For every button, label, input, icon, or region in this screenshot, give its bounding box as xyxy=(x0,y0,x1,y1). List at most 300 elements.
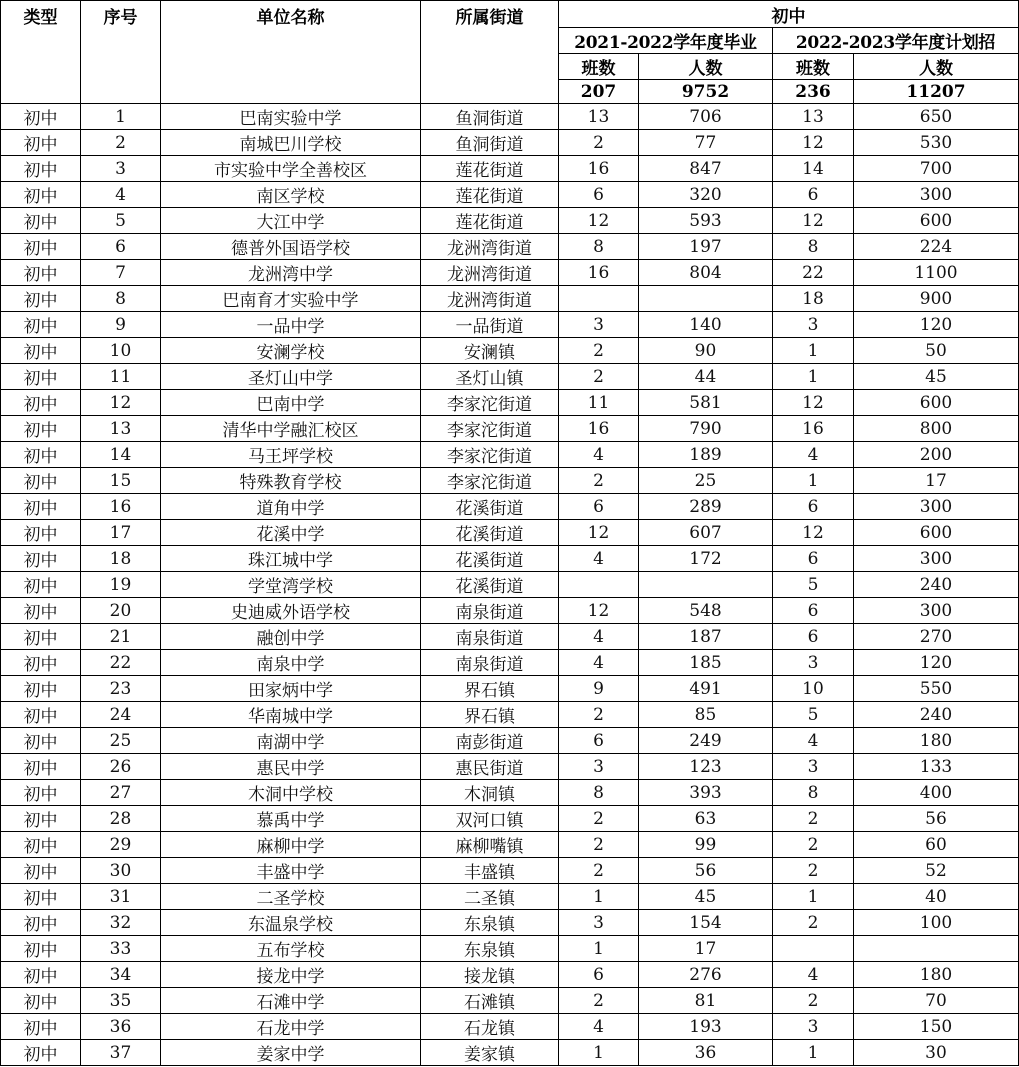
cell-plan-classes: 1 xyxy=(773,884,854,910)
cell-plan-people: 150 xyxy=(854,1014,1019,1040)
cell-grad-classes: 4 xyxy=(559,442,639,468)
cell-grad-people: 581 xyxy=(639,390,773,416)
cell-grad-people: 289 xyxy=(639,494,773,520)
cell-grad-classes: 1 xyxy=(559,936,639,962)
cell-type: 初中 xyxy=(1,598,81,624)
cell-plan-classes: 6 xyxy=(773,182,854,208)
table-row xyxy=(1,1040,1019,1066)
cell-seq: 5 xyxy=(81,208,161,234)
cell-type: 初中 xyxy=(1,182,81,208)
cell-grad-classes: 4 xyxy=(559,624,639,650)
cell-plan-classes: 13 xyxy=(773,104,854,130)
cell-seq: 21 xyxy=(81,624,161,650)
table-row xyxy=(1,182,1019,208)
cell-seq: 13 xyxy=(81,416,161,442)
cell-seq: 27 xyxy=(81,780,161,806)
cell-type: 初中 xyxy=(1,780,81,806)
table-body xyxy=(1,104,1019,1066)
table-row xyxy=(1,494,1019,520)
cell-plan-classes: 6 xyxy=(773,494,854,520)
cell-street: 石龙镇 xyxy=(421,1014,559,1040)
cell-unit-name: 巴南实验中学 xyxy=(161,104,421,130)
cell-plan-classes: 6 xyxy=(773,624,854,650)
cell-seq: 29 xyxy=(81,832,161,858)
cell-grad-people: 185 xyxy=(639,650,773,676)
cell-grad-classes: 4 xyxy=(559,650,639,676)
cell-grad-classes: 2 xyxy=(559,338,639,364)
cell-type: 初中 xyxy=(1,962,81,988)
cell-street: 界石镇 xyxy=(421,676,559,702)
table-row xyxy=(1,962,1019,988)
cell-grad-classes: 6 xyxy=(559,962,639,988)
cell-type: 初中 xyxy=(1,624,81,650)
cell-plan-people: 50 xyxy=(854,338,1019,364)
table-row xyxy=(1,338,1019,364)
cell-street: 界石镇 xyxy=(421,702,559,728)
cell-type: 初中 xyxy=(1,468,81,494)
cell-street: 东泉镇 xyxy=(421,910,559,936)
header-seq: 序号 xyxy=(81,1,161,104)
cell-plan-classes: 12 xyxy=(773,208,854,234)
cell-plan-classes: 2 xyxy=(773,910,854,936)
cell-street: 鱼洞街道 xyxy=(421,130,559,156)
cell-grad-people: 790 xyxy=(639,416,773,442)
cell-type: 初中 xyxy=(1,130,81,156)
cell-grad-classes: 2 xyxy=(559,702,639,728)
cell-grad-classes: 9 xyxy=(559,676,639,702)
cell-street: 花溪街道 xyxy=(421,520,559,546)
cell-street: 龙洲湾街道 xyxy=(421,260,559,286)
cell-seq: 19 xyxy=(81,572,161,598)
cell-plan-people: 300 xyxy=(854,598,1019,624)
cell-type: 初中 xyxy=(1,364,81,390)
cell-grad-classes: 12 xyxy=(559,208,639,234)
header-period-2022: 2022-2023学年度计划招 xyxy=(773,28,1019,54)
cell-seq: 30 xyxy=(81,858,161,884)
cell-plan-classes: 5 xyxy=(773,572,854,598)
cell-plan-classes: 1 xyxy=(773,468,854,494)
cell-grad-people: 77 xyxy=(639,130,773,156)
table-row xyxy=(1,312,1019,338)
cell-unit-name: 慕禹中学 xyxy=(161,806,421,832)
cell-type: 初中 xyxy=(1,988,81,1014)
cell-grad-classes: 2 xyxy=(559,468,639,494)
table-row xyxy=(1,416,1019,442)
total-plan-classes: 236 xyxy=(773,80,854,104)
cell-type: 初中 xyxy=(1,416,81,442)
cell-plan-classes: 2 xyxy=(773,806,854,832)
cell-plan-people: 530 xyxy=(854,130,1019,156)
cell-street: 莲花街道 xyxy=(421,156,559,182)
cell-grad-classes: 3 xyxy=(559,910,639,936)
cell-plan-classes: 1 xyxy=(773,338,854,364)
table-header xyxy=(1,1,1019,104)
cell-seq: 1 xyxy=(81,104,161,130)
cell-plan-classes: 3 xyxy=(773,650,854,676)
cell-type: 初中 xyxy=(1,1040,81,1066)
cell-seq: 26 xyxy=(81,754,161,780)
cell-seq: 34 xyxy=(81,962,161,988)
cell-grad-classes: 16 xyxy=(559,260,639,286)
cell-seq: 12 xyxy=(81,390,161,416)
cell-unit-name: 巴南中学 xyxy=(161,390,421,416)
cell-grad-people: 197 xyxy=(639,234,773,260)
cell-seq: 23 xyxy=(81,676,161,702)
cell-unit-name: 木洞中学校 xyxy=(161,780,421,806)
header-grad-classes: 班数 xyxy=(559,54,639,80)
cell-plan-people: 400 xyxy=(854,780,1019,806)
cell-plan-classes: 1 xyxy=(773,364,854,390)
cell-plan-classes: 14 xyxy=(773,156,854,182)
cell-grad-people: 393 xyxy=(639,780,773,806)
cell-plan-people: 17 xyxy=(854,468,1019,494)
cell-type: 初中 xyxy=(1,442,81,468)
table-row xyxy=(1,546,1019,572)
cell-unit-name: 姜家中学 xyxy=(161,1040,421,1066)
cell-grad-people: 85 xyxy=(639,702,773,728)
cell-seq: 25 xyxy=(81,728,161,754)
cell-street: 李家沱街道 xyxy=(421,442,559,468)
cell-grad-classes: 4 xyxy=(559,1014,639,1040)
cell-plan-people: 200 xyxy=(854,442,1019,468)
cell-plan-people xyxy=(854,936,1019,962)
cell-unit-name: 南区学校 xyxy=(161,182,421,208)
cell-grad-classes: 3 xyxy=(559,312,639,338)
cell-plan-classes: 4 xyxy=(773,442,854,468)
cell-grad-classes: 1 xyxy=(559,884,639,910)
cell-grad-classes: 3 xyxy=(559,754,639,780)
cell-grad-classes: 8 xyxy=(559,780,639,806)
cell-grad-people xyxy=(639,572,773,598)
cell-seq: 31 xyxy=(81,884,161,910)
cell-type: 初中 xyxy=(1,520,81,546)
cell-grad-people: 276 xyxy=(639,962,773,988)
cell-street: 接龙镇 xyxy=(421,962,559,988)
cell-street: 李家沱街道 xyxy=(421,390,559,416)
cell-plan-people: 240 xyxy=(854,702,1019,728)
cell-plan-people: 60 xyxy=(854,832,1019,858)
cell-plan-people: 100 xyxy=(854,910,1019,936)
cell-grad-people: 320 xyxy=(639,182,773,208)
cell-plan-classes: 2 xyxy=(773,988,854,1014)
cell-plan-people: 600 xyxy=(854,520,1019,546)
table-row xyxy=(1,858,1019,884)
cell-plan-people: 300 xyxy=(854,182,1019,208)
cell-type: 初中 xyxy=(1,702,81,728)
cell-street: 丰盛镇 xyxy=(421,858,559,884)
cell-seq: 36 xyxy=(81,1014,161,1040)
cell-seq: 17 xyxy=(81,520,161,546)
table-row xyxy=(1,520,1019,546)
cell-grad-people: 593 xyxy=(639,208,773,234)
cell-street: 南泉街道 xyxy=(421,650,559,676)
cell-street: 安澜镇 xyxy=(421,338,559,364)
cell-seq: 22 xyxy=(81,650,161,676)
cell-unit-name: 接龙中学 xyxy=(161,962,421,988)
table-row xyxy=(1,988,1019,1014)
cell-grad-classes: 12 xyxy=(559,598,639,624)
table-row xyxy=(1,936,1019,962)
cell-unit-name: 史迪威外语学校 xyxy=(161,598,421,624)
table-row xyxy=(1,260,1019,286)
cell-unit-name: 南城巴川学校 xyxy=(161,130,421,156)
cell-street: 李家沱街道 xyxy=(421,416,559,442)
cell-street: 鱼洞街道 xyxy=(421,104,559,130)
cell-seq: 37 xyxy=(81,1040,161,1066)
cell-type: 初中 xyxy=(1,728,81,754)
cell-unit-name: 田家炳中学 xyxy=(161,676,421,702)
cell-unit-name: 二圣学校 xyxy=(161,884,421,910)
cell-plan-classes: 1 xyxy=(773,1040,854,1066)
cell-grad-people: 154 xyxy=(639,910,773,936)
cell-plan-classes: 2 xyxy=(773,832,854,858)
cell-seq: 6 xyxy=(81,234,161,260)
cell-seq: 11 xyxy=(81,364,161,390)
cell-seq: 9 xyxy=(81,312,161,338)
cell-unit-name: 惠民中学 xyxy=(161,754,421,780)
table-row xyxy=(1,754,1019,780)
cell-plan-classes: 12 xyxy=(773,130,854,156)
cell-plan-people: 180 xyxy=(854,728,1019,754)
cell-type: 初中 xyxy=(1,312,81,338)
cell-grad-people: 249 xyxy=(639,728,773,754)
table-row xyxy=(1,156,1019,182)
cell-grad-people xyxy=(639,286,773,312)
cell-plan-people: 30 xyxy=(854,1040,1019,1066)
table-row xyxy=(1,624,1019,650)
cell-type: 初中 xyxy=(1,104,81,130)
cell-grad-people: 99 xyxy=(639,832,773,858)
cell-unit-name: 圣灯山中学 xyxy=(161,364,421,390)
cell-grad-people: 193 xyxy=(639,1014,773,1040)
cell-grad-people: 491 xyxy=(639,676,773,702)
cell-grad-classes: 16 xyxy=(559,416,639,442)
cell-grad-people: 847 xyxy=(639,156,773,182)
table-row xyxy=(1,572,1019,598)
cell-grad-classes xyxy=(559,286,639,312)
cell-seq: 24 xyxy=(81,702,161,728)
cell-grad-people: 140 xyxy=(639,312,773,338)
cell-plan-people: 300 xyxy=(854,546,1019,572)
cell-seq: 16 xyxy=(81,494,161,520)
table-row xyxy=(1,598,1019,624)
header-period-2021: 2021-2022学年度毕业 xyxy=(559,28,773,54)
header-type: 类型 xyxy=(1,1,81,104)
cell-unit-name: 特殊教育学校 xyxy=(161,468,421,494)
cell-plan-people: 40 xyxy=(854,884,1019,910)
cell-plan-people: 224 xyxy=(854,234,1019,260)
total-plan-people: 11207 xyxy=(854,80,1019,104)
header-grad-people: 人数 xyxy=(639,54,773,80)
cell-plan-people: 300 xyxy=(854,494,1019,520)
cell-grad-classes xyxy=(559,572,639,598)
cell-unit-name: 龙洲湾中学 xyxy=(161,260,421,286)
table-row xyxy=(1,1014,1019,1040)
table-row xyxy=(1,364,1019,390)
cell-type: 初中 xyxy=(1,208,81,234)
header-plan-classes: 班数 xyxy=(773,54,854,80)
cell-street: 李家沱街道 xyxy=(421,468,559,494)
cell-plan-classes: 8 xyxy=(773,780,854,806)
cell-grad-classes: 12 xyxy=(559,520,639,546)
table-row xyxy=(1,234,1019,260)
cell-plan-classes: 3 xyxy=(773,312,854,338)
table-row xyxy=(1,130,1019,156)
cell-grad-classes: 16 xyxy=(559,156,639,182)
table-row xyxy=(1,104,1019,130)
cell-street: 惠民街道 xyxy=(421,754,559,780)
cell-street: 一品街道 xyxy=(421,312,559,338)
total-grad-people: 9752 xyxy=(639,80,773,104)
cell-plan-classes: 12 xyxy=(773,520,854,546)
table-row xyxy=(1,832,1019,858)
cell-type: 初中 xyxy=(1,1014,81,1040)
cell-unit-name: 丰盛中学 xyxy=(161,858,421,884)
cell-grad-people: 187 xyxy=(639,624,773,650)
cell-plan-people: 650 xyxy=(854,104,1019,130)
cell-plan-classes: 2 xyxy=(773,858,854,884)
cell-unit-name: 清华中学融汇校区 xyxy=(161,416,421,442)
cell-street: 南彭街道 xyxy=(421,728,559,754)
cell-unit-name: 麻柳中学 xyxy=(161,832,421,858)
cell-seq: 4 xyxy=(81,182,161,208)
cell-grad-classes: 2 xyxy=(559,130,639,156)
cell-unit-name: 学堂湾学校 xyxy=(161,572,421,598)
cell-unit-name: 德普外国语学校 xyxy=(161,234,421,260)
cell-seq: 32 xyxy=(81,910,161,936)
cell-plan-classes: 22 xyxy=(773,260,854,286)
cell-seq: 35 xyxy=(81,988,161,1014)
cell-plan-people: 52 xyxy=(854,858,1019,884)
cell-plan-people: 800 xyxy=(854,416,1019,442)
cell-plan-classes xyxy=(773,936,854,962)
cell-plan-people: 56 xyxy=(854,806,1019,832)
cell-grad-people: 706 xyxy=(639,104,773,130)
table-row xyxy=(1,468,1019,494)
table-row xyxy=(1,390,1019,416)
cell-street: 麻柳嘴镇 xyxy=(421,832,559,858)
cell-type: 初中 xyxy=(1,910,81,936)
cell-plan-classes: 6 xyxy=(773,546,854,572)
header-unit-name: 单位名称 xyxy=(161,1,421,104)
cell-grad-classes: 2 xyxy=(559,832,639,858)
cell-type: 初中 xyxy=(1,650,81,676)
cell-unit-name: 巴南育才实验中学 xyxy=(161,286,421,312)
cell-seq: 3 xyxy=(81,156,161,182)
cell-street: 圣灯山镇 xyxy=(421,364,559,390)
cell-plan-people: 45 xyxy=(854,364,1019,390)
cell-unit-name: 一品中学 xyxy=(161,312,421,338)
cell-seq: 8 xyxy=(81,286,161,312)
cell-unit-name: 华南城中学 xyxy=(161,702,421,728)
cell-type: 初中 xyxy=(1,494,81,520)
cell-street: 二圣镇 xyxy=(421,884,559,910)
cell-grad-people: 17 xyxy=(639,936,773,962)
cell-plan-classes: 3 xyxy=(773,1014,854,1040)
cell-unit-name: 南湖中学 xyxy=(161,728,421,754)
cell-plan-people: 180 xyxy=(854,962,1019,988)
header-street: 所属街道 xyxy=(421,1,559,104)
cell-plan-people: 900 xyxy=(854,286,1019,312)
cell-street: 石滩镇 xyxy=(421,988,559,1014)
cell-plan-classes: 6 xyxy=(773,598,854,624)
cell-unit-name: 珠江城中学 xyxy=(161,546,421,572)
cell-plan-classes: 16 xyxy=(773,416,854,442)
cell-plan-classes: 4 xyxy=(773,962,854,988)
cell-grad-people: 123 xyxy=(639,754,773,780)
cell-grad-people: 25 xyxy=(639,468,773,494)
cell-plan-people: 600 xyxy=(854,208,1019,234)
table-row xyxy=(1,286,1019,312)
cell-grad-people: 45 xyxy=(639,884,773,910)
cell-type: 初中 xyxy=(1,156,81,182)
cell-seq: 33 xyxy=(81,936,161,962)
table-row xyxy=(1,884,1019,910)
cell-plan-classes: 4 xyxy=(773,728,854,754)
cell-plan-people: 240 xyxy=(854,572,1019,598)
cell-street: 龙洲湾街道 xyxy=(421,286,559,312)
cell-unit-name: 安澜学校 xyxy=(161,338,421,364)
cell-type: 初中 xyxy=(1,936,81,962)
cell-unit-name: 市实验中学全善校区 xyxy=(161,156,421,182)
cell-grad-classes: 6 xyxy=(559,494,639,520)
cell-plan-people: 133 xyxy=(854,754,1019,780)
cell-unit-name: 五布学校 xyxy=(161,936,421,962)
cell-seq: 14 xyxy=(81,442,161,468)
cell-street: 木洞镇 xyxy=(421,780,559,806)
table-row xyxy=(1,442,1019,468)
cell-unit-name: 道角中学 xyxy=(161,494,421,520)
header-plan-people: 人数 xyxy=(854,54,1019,80)
cell-grad-classes: 11 xyxy=(559,390,639,416)
cell-unit-name: 花溪中学 xyxy=(161,520,421,546)
cell-type: 初中 xyxy=(1,832,81,858)
cell-grad-people: 172 xyxy=(639,546,773,572)
cell-plan-classes: 3 xyxy=(773,754,854,780)
table-row xyxy=(1,702,1019,728)
cell-plan-people: 270 xyxy=(854,624,1019,650)
cell-grad-classes: 13 xyxy=(559,104,639,130)
table-row xyxy=(1,910,1019,936)
cell-plan-people: 600 xyxy=(854,390,1019,416)
cell-street: 花溪街道 xyxy=(421,572,559,598)
cell-type: 初中 xyxy=(1,286,81,312)
cell-plan-people: 120 xyxy=(854,650,1019,676)
cell-plan-people: 70 xyxy=(854,988,1019,1014)
cell-grad-people: 56 xyxy=(639,858,773,884)
cell-grad-classes: 6 xyxy=(559,182,639,208)
table-row xyxy=(1,676,1019,702)
cell-street: 南泉街道 xyxy=(421,598,559,624)
table-row xyxy=(1,728,1019,754)
cell-plan-people: 1100 xyxy=(854,260,1019,286)
cell-street: 花溪街道 xyxy=(421,546,559,572)
cell-seq: 10 xyxy=(81,338,161,364)
cell-street: 莲花街道 xyxy=(421,182,559,208)
cell-type: 初中 xyxy=(1,884,81,910)
cell-street: 双河口镇 xyxy=(421,806,559,832)
cell-grad-classes: 2 xyxy=(559,988,639,1014)
cell-grad-classes: 4 xyxy=(559,546,639,572)
total-grad-classes: 207 xyxy=(559,80,639,104)
cell-plan-people: 550 xyxy=(854,676,1019,702)
table-row xyxy=(1,780,1019,806)
cell-street: 姜家镇 xyxy=(421,1040,559,1066)
cell-unit-name: 东温泉学校 xyxy=(161,910,421,936)
cell-grad-people: 36 xyxy=(639,1040,773,1066)
cell-type: 初中 xyxy=(1,858,81,884)
cell-seq: 20 xyxy=(81,598,161,624)
